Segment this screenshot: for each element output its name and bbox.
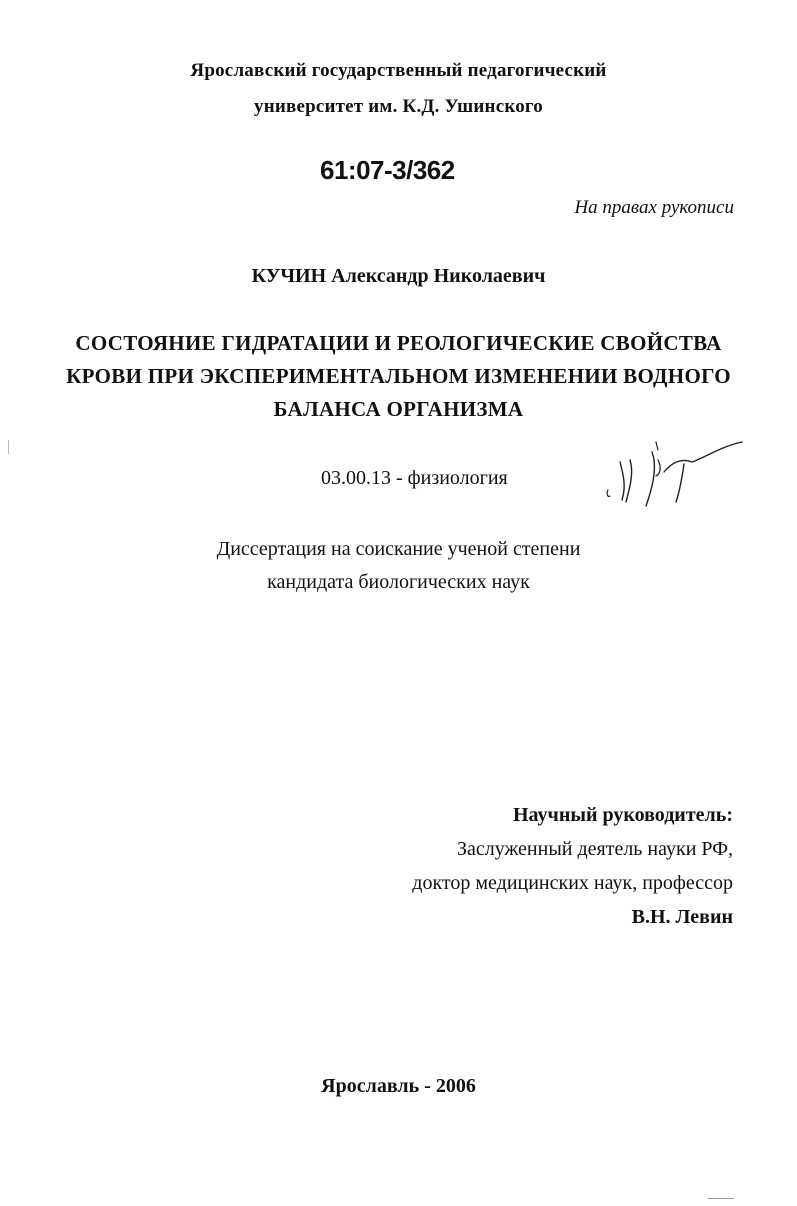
supervisor-title-line1: Заслуженный деятель науки РФ, [456,838,733,860]
scan-artifact [8,440,9,454]
rights-note: На правах рукописи [574,197,734,218]
handwritten-signature [600,432,750,512]
degree-line2: кандидата биологических наук [267,571,530,593]
university-name-line2: университет им. К.Д. Ушинского [254,96,543,117]
degree-line1: Диссертация на соискание ученой степени [216,538,581,560]
author-name: КУЧИН Александр Николаевич [251,265,546,287]
bottom-scan-artifact [708,1198,734,1199]
university-name-line1: Ярославский государственный педагогический [190,60,607,81]
supervisor-title-line2: доктор медицинских наук, профессор [412,872,733,894]
library-code: 61:07-3/362 [320,155,455,185]
specialty-code: 03.00.13 - физиология [321,467,508,489]
supervisor-heading: Научный руководитель: [513,804,733,826]
place-and-year: Ярославль - 2006 [321,1075,476,1097]
title-line2: КРОВИ ПРИ ЭКСПЕРИМЕНТАЛЬНОМ ИЗМЕНЕНИИ ВОДНОГО [66,364,731,388]
title-line3: БАЛАНСА ОРГАНИЗМА [273,397,524,421]
title-line1: СОСТОЯНИЕ ГИДРАТАЦИИ И РЕОЛОГИЧЕСКИЕ СВОЙСТВА [75,331,722,355]
supervisor-name: В.Н. Левин [631,906,733,928]
